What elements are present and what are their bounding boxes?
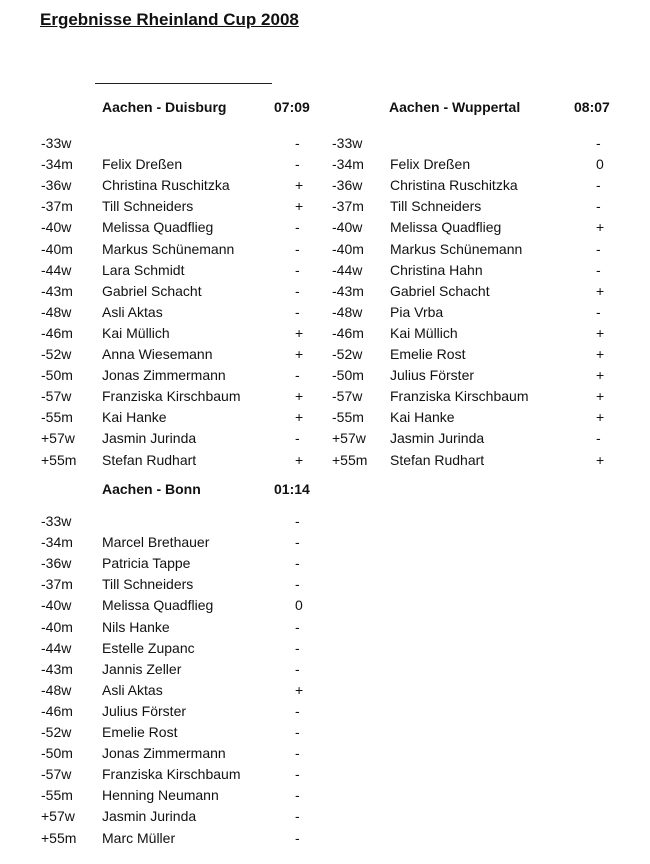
fighter-name: Julius Förster (102, 702, 187, 719)
bout-result: + (295, 177, 304, 194)
weight-class: -36w (332, 177, 363, 194)
bout-result: + (295, 451, 304, 468)
fighter-name: Pia Vrba (390, 303, 444, 320)
weight-class: -48w (41, 303, 72, 320)
fighter-name: Christina Hahn (390, 261, 483, 278)
weight-class: -34m (41, 534, 73, 551)
bout-result: + (295, 324, 304, 341)
bout-result: - (295, 787, 300, 804)
weight-class: -43m (41, 660, 73, 677)
weight-class: -50m (41, 367, 73, 384)
fighter-name: Franziska Kirschbaum (390, 388, 529, 405)
bout-result: - (295, 555, 300, 572)
fighter-name: Jannis Zeller (102, 660, 182, 677)
bout-result: - (295, 219, 300, 236)
weight-class: -40m (41, 618, 73, 635)
bout-result: - (295, 156, 300, 173)
match-score: 01:14 (274, 481, 310, 497)
fighter-name: Melissa Quadflieg (102, 219, 214, 236)
weight-class: -36w (41, 177, 72, 194)
weight-class: -33w (41, 513, 72, 529)
fighter-name: Jasmin Jurinda (102, 808, 197, 825)
weight-class: -44w (332, 261, 363, 278)
fighter-name: Christina Ruschitzka (102, 177, 230, 194)
weight-class: -34m (41, 156, 73, 173)
fighter-name: Marcel Brethauer (102, 534, 210, 551)
fighter-name: Asli Aktas (102, 303, 163, 320)
weight-class: -48w (332, 303, 363, 320)
fighter-name: Kai Müllich (390, 324, 458, 341)
fighter-name: Nils Hanke (102, 618, 170, 635)
weight-class: -50m (332, 367, 364, 384)
weight-class: -52w (332, 346, 363, 362)
fighter-name: Stefan Rudhart (102, 451, 197, 468)
weight-class: -37m (41, 576, 73, 593)
weight-class: -40m (41, 240, 73, 257)
bout-result: + (295, 409, 304, 426)
weight-class: -43m (41, 282, 73, 299)
bout-result: - (596, 430, 601, 447)
bout-result: + (295, 388, 304, 405)
fighter-name: Kai Hanke (102, 409, 167, 426)
weight-class: -40m (332, 240, 364, 257)
bout-result: + (596, 219, 605, 236)
match-title: Aachen - Wuppertal (389, 99, 521, 115)
fighter-name: Markus Schünemann (390, 240, 523, 257)
weight-class: -52w (41, 346, 72, 362)
weight-class: -33w (332, 135, 363, 151)
fighter-name: Felix Dreßen (390, 156, 471, 173)
weight-class: -57w (41, 388, 72, 405)
bout-result: - (295, 135, 300, 151)
bout-result: - (295, 724, 300, 740)
fighter-name: Franziska Kirschbaum (102, 766, 241, 783)
bout-result: - (295, 534, 300, 551)
bout-result: - (295, 808, 300, 825)
match-title: Aachen - Bonn (102, 481, 201, 497)
bout-result: + (596, 409, 605, 426)
bout-result: - (596, 261, 601, 278)
weight-class: -57w (41, 766, 72, 783)
weight-class: -52w (41, 724, 72, 740)
fighter-name: Henning Neumann (102, 787, 219, 804)
weight-class: -44w (41, 639, 72, 656)
fighter-name: Franziska Kirschbaum (102, 388, 241, 405)
bout-result: - (295, 639, 300, 656)
bout-result: - (295, 829, 300, 846)
bout-result: + (596, 451, 605, 468)
fighter-name: Lara Schmidt (102, 261, 185, 278)
fighter-name: Markus Schünemann (102, 240, 235, 257)
weight-class: -33w (41, 135, 72, 151)
bout-result: - (596, 135, 601, 151)
fighter-name: Asli Aktas (102, 681, 163, 698)
fighter-name: Gabriel Schacht (102, 282, 202, 299)
fighter-name: Till Schneiders (390, 198, 482, 215)
weight-class: -46m (41, 702, 73, 719)
weight-class: +55m (41, 829, 77, 846)
weight-class: +55m (41, 451, 77, 468)
weight-class: -46m (332, 324, 364, 341)
bout-result: - (295, 618, 300, 635)
match-score: 08:07 (574, 99, 610, 115)
bout-result: + (596, 367, 605, 384)
weight-class: -55m (332, 409, 364, 426)
weight-class: -55m (41, 787, 73, 804)
weight-class: -50m (41, 745, 73, 762)
fighter-name: Melissa Quadflieg (390, 219, 502, 236)
fighter-name: Melissa Quadflieg (102, 597, 214, 614)
fighter-name: Patricia Tappe (102, 555, 191, 572)
bout-result: - (295, 766, 300, 783)
weight-class: +55m (332, 451, 368, 468)
weight-class: +57w (41, 808, 75, 825)
bout-result: - (596, 198, 601, 215)
weight-class: -40w (332, 219, 363, 236)
bout-result: 0 (596, 156, 604, 173)
fighter-name: Jonas Zimmermann (102, 745, 226, 762)
bout-result: - (295, 576, 300, 593)
weight-class: -37m (41, 198, 73, 215)
bout-result: - (295, 303, 300, 320)
bout-result: - (295, 430, 300, 447)
bout-result: 0 (295, 597, 303, 614)
fighter-name: Till Schneiders (102, 198, 194, 215)
weight-class: -37m (332, 198, 364, 215)
fighter-name: Jonas Zimmermann (102, 367, 226, 384)
fighter-name: Emelie Rost (390, 346, 466, 362)
bout-result: - (295, 240, 300, 257)
bout-result: - (295, 513, 300, 529)
divider-line (95, 83, 272, 84)
fighter-name: Gabriel Schacht (390, 282, 490, 299)
weight-class: -40w (41, 597, 72, 614)
weight-class: +57w (41, 430, 75, 447)
bout-result: + (596, 346, 605, 362)
fighter-name: Till Schneiders (102, 576, 194, 593)
fighter-name: Christina Ruschitzka (390, 177, 518, 194)
fighter-name: Kai Müllich (102, 324, 170, 341)
bout-result: + (295, 198, 304, 215)
bout-result: + (596, 324, 605, 341)
weight-class: -48w (41, 681, 72, 698)
bout-result: + (596, 388, 605, 405)
fighter-name: Jasmin Jurinda (102, 430, 197, 447)
fighter-name: Stefan Rudhart (390, 451, 485, 468)
weight-class: +57w (332, 430, 366, 447)
match-score: 07:09 (274, 99, 310, 115)
bout-result: - (596, 303, 601, 320)
weight-class: -57w (332, 388, 363, 405)
weight-class: -44w (41, 261, 72, 278)
match-title: Aachen - Duisburg (102, 99, 227, 115)
bout-result: - (295, 261, 300, 278)
fighter-name: Anna Wiesemann (102, 346, 213, 362)
weight-class: -43m (332, 282, 364, 299)
bout-result: + (295, 681, 304, 698)
fighter-name: Felix Dreßen (102, 156, 183, 173)
fighter-name: Marc Müller (102, 829, 176, 846)
page-title: Ergebnisse Rheinland Cup 2008 (40, 10, 299, 29)
weight-class: -34m (332, 156, 364, 173)
bout-result: - (295, 282, 300, 299)
weight-class: -40w (41, 219, 72, 236)
bout-result: - (295, 367, 300, 384)
fighter-name: Jasmin Jurinda (390, 430, 485, 447)
bout-result: - (295, 745, 300, 762)
bout-result: - (596, 177, 601, 194)
weight-class: -46m (41, 324, 73, 341)
fighter-name: Kai Hanke (390, 409, 455, 426)
bout-result: + (596, 282, 605, 299)
bout-result: - (295, 660, 300, 677)
bout-result: + (295, 346, 304, 362)
weight-class: -55m (41, 409, 73, 426)
weight-class: -36w (41, 555, 72, 572)
fighter-name: Emelie Rost (102, 724, 178, 740)
fighter-name: Estelle Zupanc (102, 639, 195, 656)
bout-result: - (596, 240, 601, 257)
bout-result: - (295, 702, 300, 719)
fighter-name: Julius Förster (390, 367, 475, 384)
